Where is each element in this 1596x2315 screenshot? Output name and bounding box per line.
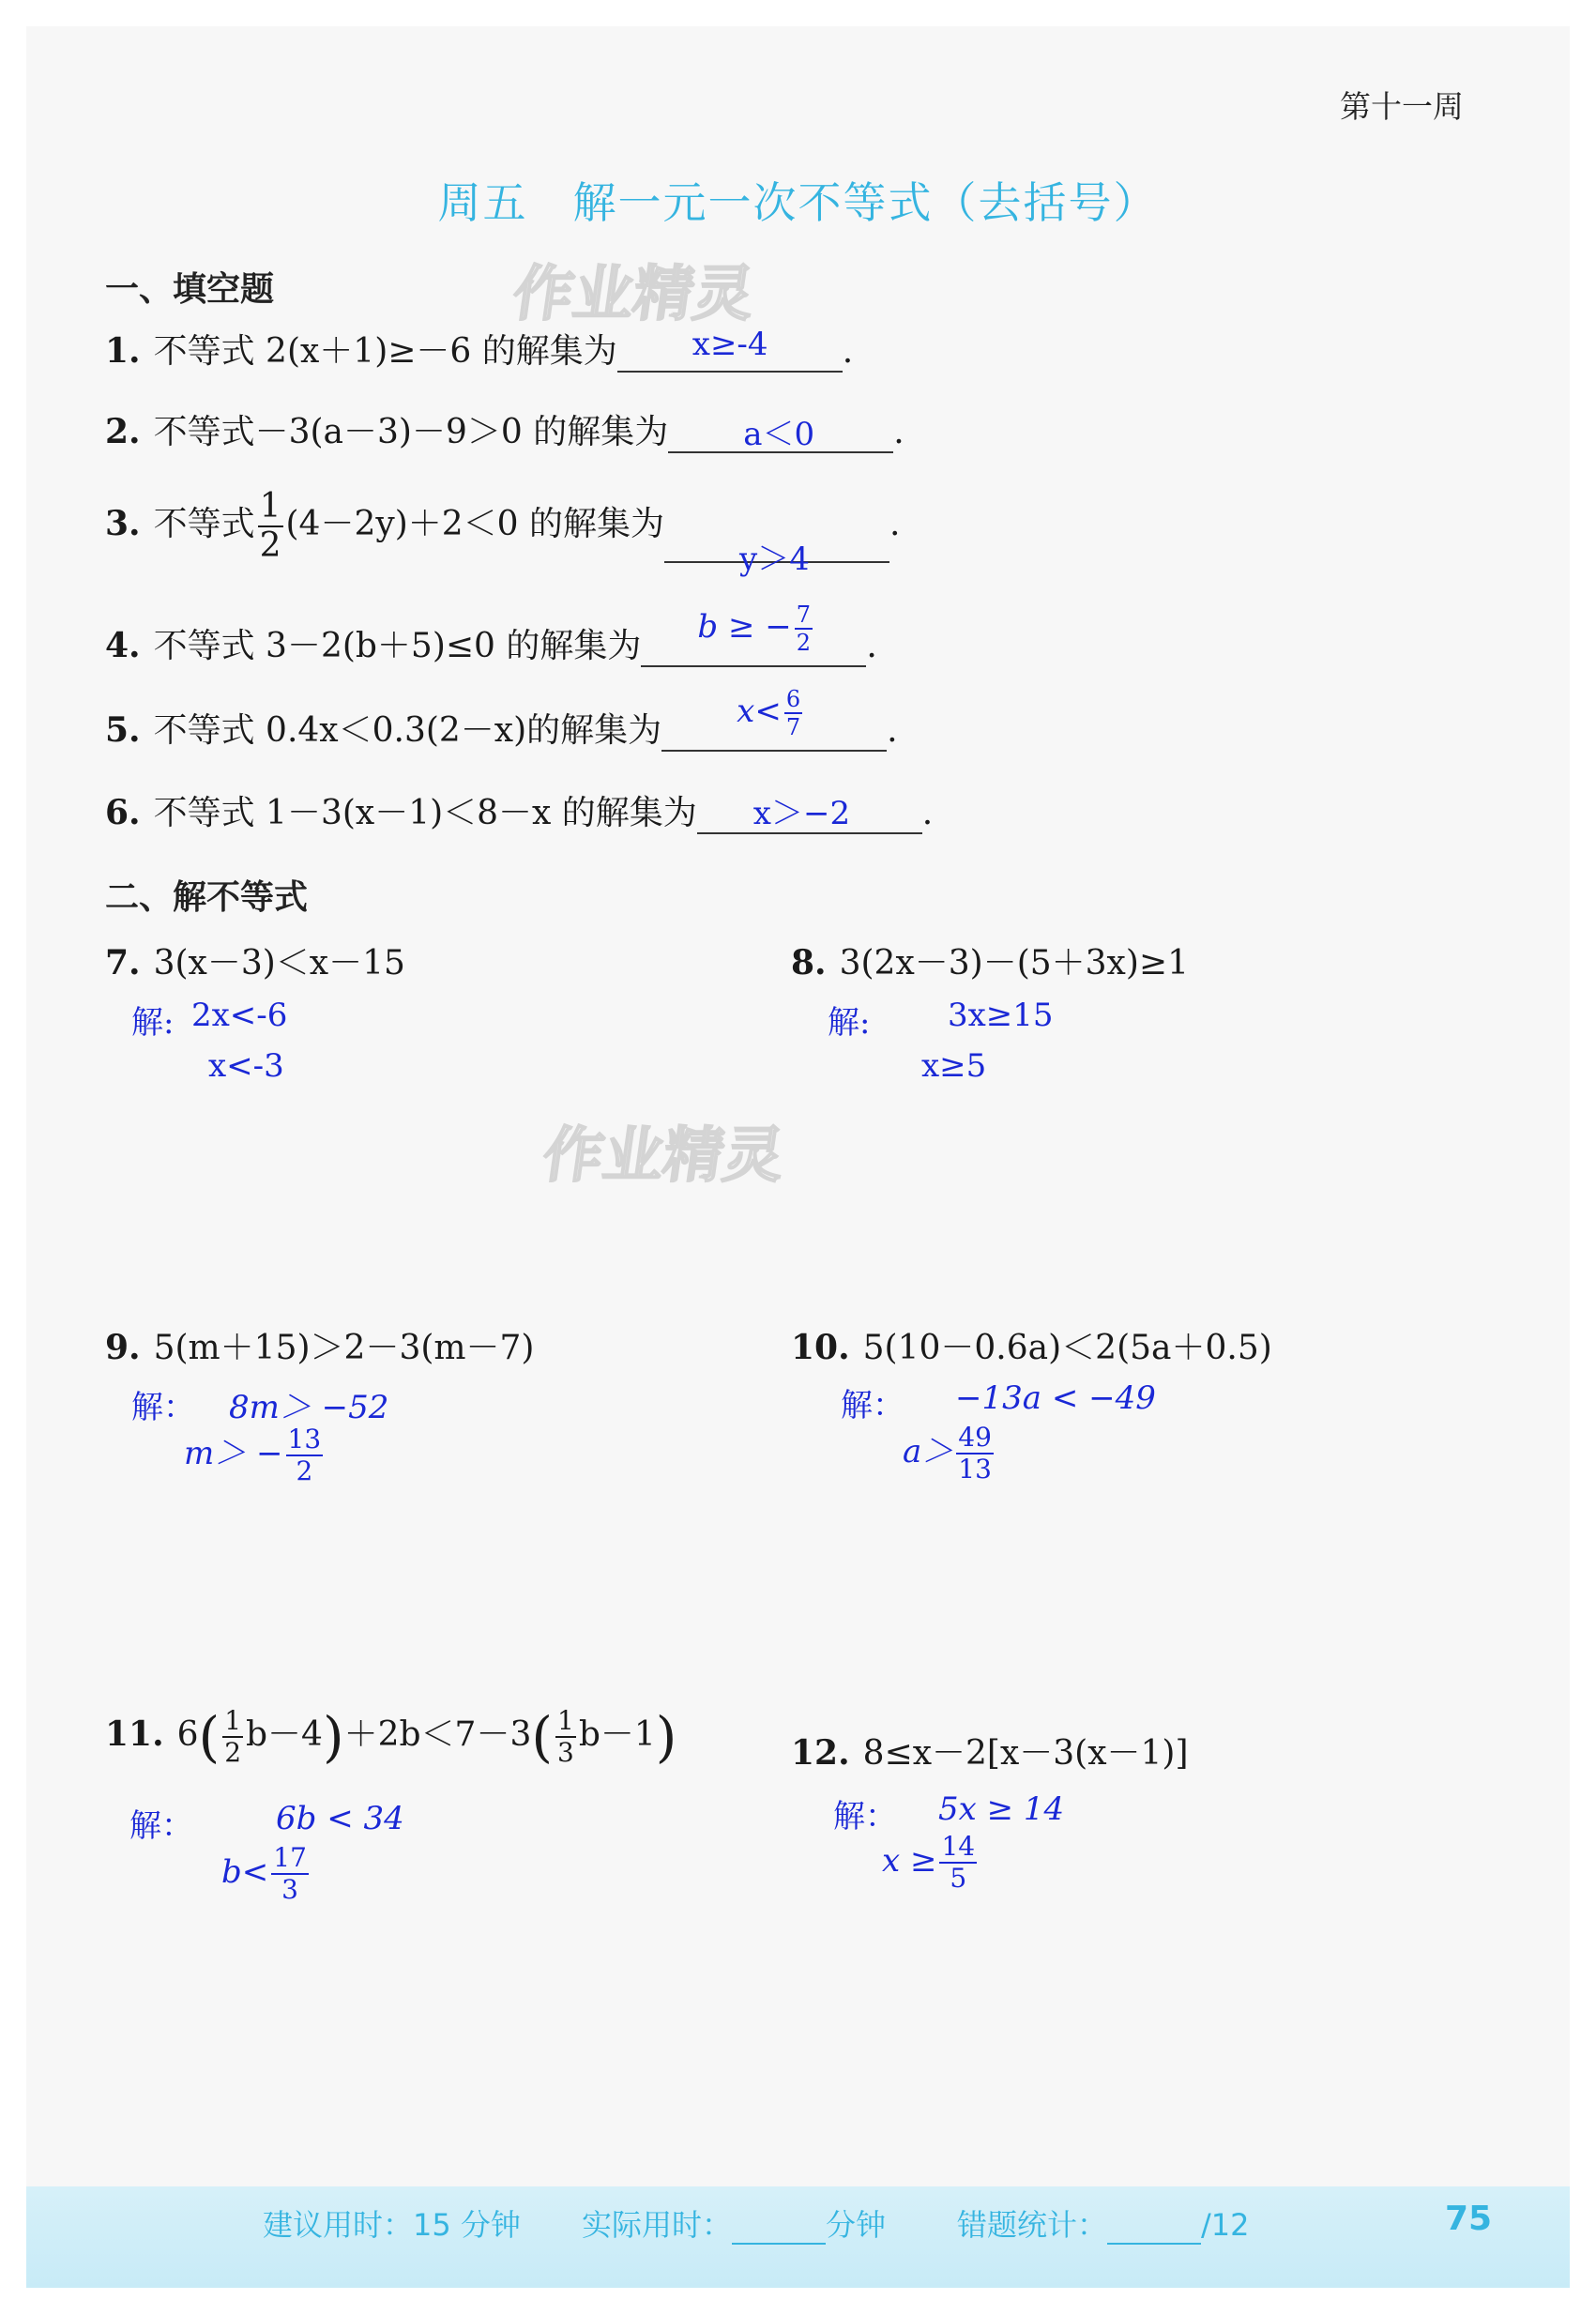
question-number: 2. bbox=[105, 412, 141, 451]
fraction: $\frac{17}{3}$ bbox=[273, 1842, 307, 1905]
fraction: $\frac{14}{5}$ bbox=[941, 1831, 976, 1894]
question-text: 不等式 bbox=[153, 505, 255, 543]
solution-line: 8m＞ −52 bbox=[229, 1389, 389, 1426]
error-count: 错题统计： /12 bbox=[957, 2207, 1250, 2243]
answer-text: y＞4 bbox=[739, 541, 810, 578]
actual-time-blank bbox=[732, 2211, 826, 2245]
question-number: 6. bbox=[105, 793, 141, 832]
solution-label: 解： bbox=[129, 1807, 193, 1845]
question-text: 不等式 1－3(x－1)＜8－x 的解集为 bbox=[153, 794, 697, 832]
actual-time: 实际用时： 分钟 bbox=[582, 2207, 887, 2243]
fraction: $\frac{13}{2}$ bbox=[287, 1424, 322, 1486]
solution-line: x<-3 bbox=[208, 1047, 284, 1085]
question-text: 不等式 0.4x＜0.3(2－x)的解集为 bbox=[153, 711, 662, 750]
question-number: 5. bbox=[105, 710, 141, 750]
watermark-logo: 作业精灵 bbox=[508, 260, 759, 329]
solution-line: 6b < 34 bbox=[276, 1800, 404, 1837]
section-fill-heading: 一、填空题 bbox=[105, 270, 275, 309]
answer-text: a＜0 bbox=[743, 416, 815, 453]
question-1: 1. 不等式 2(x＋1)≥－6 的解集为 x≥-4 . bbox=[105, 326, 854, 371]
question-number: 1. bbox=[105, 331, 141, 371]
solution-label: 解: bbox=[131, 1004, 175, 1042]
fraction: $\frac{1}{2}$ bbox=[224, 1705, 242, 1768]
question-text: 不等式－3(a－3)－9＞0 的解集为 bbox=[153, 413, 669, 451]
fraction: $\frac{49}{13}$ bbox=[958, 1422, 992, 1485]
question-5: 5. 不等式 0.4x＜0.3(2－x)的解集为 x< $\frac{6}{7}$ . bbox=[105, 686, 898, 750]
fraction: $\frac{6}{7}$ bbox=[785, 686, 801, 740]
question-number: 4. bbox=[105, 626, 141, 665]
solution-line: 3x≥15 bbox=[948, 997, 1054, 1034]
answer-text: x≥-4 bbox=[692, 326, 768, 363]
error-count-blank bbox=[1107, 2211, 1201, 2245]
question-text: 不等式 2(x＋1)≥－6 的解集为 bbox=[153, 332, 617, 371]
solution-label: 解: bbox=[828, 1004, 871, 1042]
question-3: 3. 不等式 $\frac{1}{2}$ (4－2y)＋2＜0 的解集为 y＞4 . bbox=[105, 487, 901, 578]
question-2: 2. 不等式－3(a－3)－9＞0 的解集为 a＜0 . bbox=[105, 405, 904, 453]
solution-line: x ≥ $\frac{14}{5}$ bbox=[882, 1831, 976, 1894]
question-text: 不等式 3－2(b＋5)≤0 的解集为 bbox=[153, 627, 642, 665]
problem-10: 10. 5(10－0.6a)＜2(5a＋0.5) bbox=[791, 1328, 1272, 1367]
solution-line: −13a < −49 bbox=[955, 1379, 1156, 1417]
answer-text: x＞−2 bbox=[752, 795, 851, 832]
answer-blank bbox=[617, 326, 843, 373]
solution-line: 2x<-6 bbox=[191, 997, 288, 1034]
solution-line: 5x ≥ 14 bbox=[938, 1790, 1065, 1828]
solution-label: 解： bbox=[833, 1798, 897, 1835]
watermark-logo: 作业精灵 bbox=[538, 1121, 789, 1191]
suggested-time: 建议用时：15 分钟 bbox=[263, 2207, 521, 2243]
section-solve-heading: 二、解不等式 bbox=[105, 878, 309, 917]
solution-line: a＞ $\frac{49}{13}$ bbox=[903, 1422, 992, 1485]
solution-label: 解： bbox=[841, 1387, 904, 1424]
problem-9: 9. 5(m＋15)＞2－3(m－7) bbox=[105, 1328, 535, 1367]
solution-line: m＞ − $\frac{13}{2}$ bbox=[184, 1424, 322, 1486]
answer-blank bbox=[661, 686, 887, 752]
answer-blank bbox=[668, 414, 893, 453]
page-title: 周五 解一元一次不等式（去括号） bbox=[437, 177, 1159, 228]
page-number: 75 bbox=[1445, 2200, 1493, 2238]
question-number: 3. bbox=[105, 504, 141, 543]
problem-11: 11. 6( $\frac{1}{2}$ b－4)＋2b＜7－3( $\frac{1}{3}$ b－1) bbox=[105, 1705, 677, 1769]
answer-text: x< $\frac{6}{7}$ bbox=[737, 686, 801, 740]
problem-12: 12. 8≤x－2[x－3(x－1)] bbox=[791, 1733, 1189, 1773]
fraction: $\frac{1}{3}$ bbox=[557, 1705, 574, 1768]
solution-line: x≥5 bbox=[921, 1047, 987, 1085]
fraction: $\frac{1}{2}$ bbox=[259, 487, 281, 565]
week-label: 第十一周 bbox=[1340, 88, 1464, 125]
answer-blank bbox=[664, 524, 889, 578]
question-6: 6. 不等式 1－3(x－1)＜8－x 的解集为 x＞−2 . bbox=[105, 786, 933, 834]
question-4: 4. 不等式 3－2(b＋5)≤0 的解集为 b ≥ − $\frac{7}{2}$ . bbox=[105, 602, 877, 665]
answer-blank bbox=[697, 795, 922, 834]
solution-line: b< $\frac{17}{3}$ bbox=[221, 1842, 307, 1905]
answer-text: b ≥ − $\frac{7}{2}$ bbox=[697, 602, 812, 656]
problem-7: 7. 3(x－3)＜x－15 bbox=[105, 943, 405, 982]
solution-label: 解： bbox=[131, 1389, 195, 1426]
problem-8: 8. 3(2x－3)－(5＋3x)≥1 bbox=[791, 943, 1189, 982]
answer-blank bbox=[641, 602, 866, 667]
question-text: (4－2y)＋2＜0 的解集为 bbox=[285, 505, 665, 543]
fraction: $\frac{7}{2}$ bbox=[796, 602, 812, 656]
